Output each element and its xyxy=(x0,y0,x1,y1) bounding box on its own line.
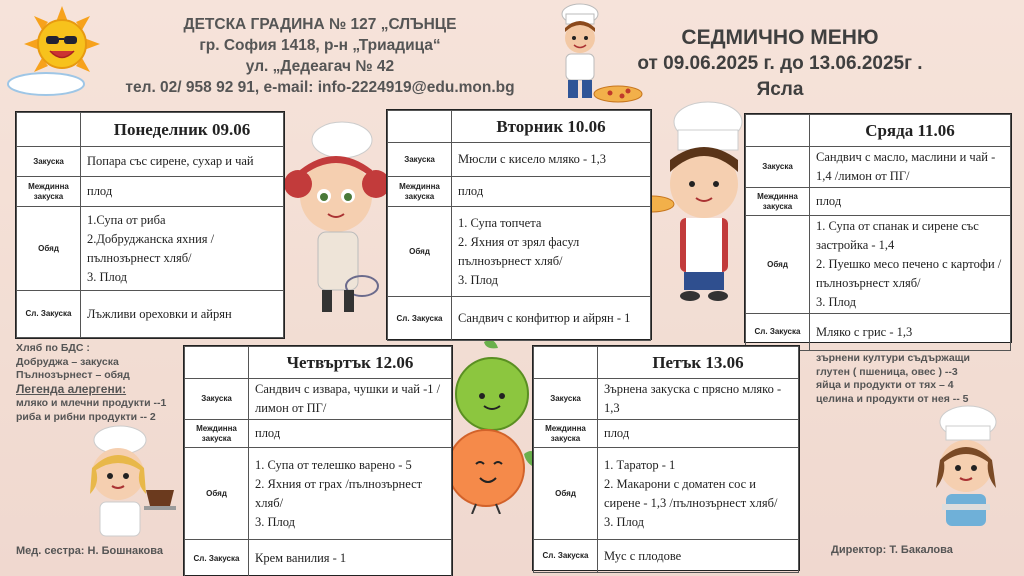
day-card-tuesday xyxy=(386,109,652,340)
menu-title: СЕДМИЧНО МЕНЮ xyxy=(681,26,879,49)
lunch-line: 2. Пуешко месо печено с картофи /пълнозърнест хляб/ xyxy=(816,257,1002,290)
row-label-lunch: Обяд xyxy=(17,207,81,291)
lunch-line: 3. Плод xyxy=(604,514,645,529)
chef-girl-cake-illustration xyxy=(76,424,180,544)
allergen-note: яйца и продукти от тях – 4 xyxy=(816,379,954,391)
snack-value: плод xyxy=(810,188,1011,216)
row-label-afternoon: Сл. Закуска xyxy=(17,291,81,338)
lunch-line: 1. Супа топчета xyxy=(458,215,542,230)
apple-orange-illustration xyxy=(446,336,540,514)
menu-period: от 09.06.2025 г. до 13.06.2025г . xyxy=(637,53,923,74)
breakfast-value: Попара със сирене, сухар и чай xyxy=(81,147,284,177)
breakfast-value: Сандвич с масло, маслини и чай - 1,4 /лимон от ПГ/ xyxy=(810,147,1011,188)
lunch-line: 3. Плод xyxy=(87,269,128,284)
day-card-thursday xyxy=(183,345,453,576)
row-label-afternoon: Сл. Закуска xyxy=(746,314,810,351)
row-label-lunch: Обяд xyxy=(185,448,249,540)
kindergarten-contacts: тел. 02/ 958 92 91, e-mail: info-2224919@edu.mon.bg xyxy=(125,79,515,96)
allergen-note: мляко и млечни продукти --1 xyxy=(16,397,167,409)
row-label-snack: Междинна закуска xyxy=(534,420,598,448)
kindergarten-name: ДЕТСКА ГРАДИНА № 127 „СЛЪНЦЕ xyxy=(183,16,457,33)
allergen-note: риба и рибни продукти -- 2 xyxy=(16,410,156,423)
lunch-line: 3. Плод xyxy=(816,295,857,309)
row-label-afternoon: Сл. Закуска xyxy=(185,540,249,576)
row-label-breakfast: Закуска xyxy=(746,147,810,188)
allergen-legend-title: Легенда алергени: xyxy=(16,381,127,396)
row-label-afternoon: Сл. Закуска xyxy=(388,297,452,341)
allergen-notes-right xyxy=(816,352,1016,406)
breakfast-value: Сандвич с извара, чушки и чай -1 /лимон от ПГ/ xyxy=(249,379,452,420)
snack-value: плод xyxy=(249,420,452,448)
lunch-line: 3. Плод xyxy=(255,514,296,529)
lunch-line: 2. Яхния от грах /пълнозърнест хляб/ xyxy=(255,476,423,510)
row-label-snack: Междинна закуска xyxy=(388,177,452,207)
lunch-line: 1.Супа от риба xyxy=(87,212,166,227)
afternoon-value: Лъжливи ореховки и айрян xyxy=(81,291,284,338)
breakfast-value: Мюсли с кисело мляко - 1,3 xyxy=(452,143,651,177)
nurse-signature: Мед. сестра: Н. Бошнакова xyxy=(16,545,163,557)
lunch-line: 1. Таратор - 1 xyxy=(604,457,676,472)
sun-illustration xyxy=(6,4,118,96)
row-label-snack: Междинна закуска xyxy=(17,177,81,207)
allergen-note: целина и продукти от нея -- 5 xyxy=(816,392,969,405)
snack-value: плод xyxy=(452,177,651,207)
day-title: Вторник 10.06 xyxy=(452,111,651,143)
row-label-afternoon: Сл. Закуска xyxy=(534,540,598,573)
afternoon-value: Сандвич с конфитюр и айрян - 1 xyxy=(452,297,651,341)
snack-value: плод xyxy=(81,177,284,207)
bread-and-allergen-notes xyxy=(16,342,186,424)
row-label-breakfast: Закуска xyxy=(17,147,81,177)
lunch-line: пълнозърнест хляб/ xyxy=(458,253,563,268)
lunch-line: 2. Яхния от зрял фасул xyxy=(458,234,580,249)
lunch-value xyxy=(452,207,651,297)
lunch-line: 3. Плод xyxy=(458,272,499,287)
lunch-value xyxy=(249,448,452,540)
row-label-lunch: Обяд xyxy=(534,448,598,540)
afternoon-value: Крем ванилия - 1 xyxy=(249,540,452,576)
day-title: Четвъртък 12.06 xyxy=(249,347,452,379)
bread-breakfast-note: Добруджа – закуска xyxy=(16,355,119,368)
day-card-friday xyxy=(532,345,800,571)
kindergarten-header xyxy=(110,14,530,98)
lunch-value xyxy=(81,207,284,291)
day-card-monday xyxy=(15,111,285,339)
lunch-line: 1. Супа от телешко варено - 5 xyxy=(255,457,412,472)
row-label-snack: Междинна закуска xyxy=(185,420,249,448)
day-card-wednesday xyxy=(744,113,1012,343)
row-label-lunch: Обяд xyxy=(388,207,452,297)
afternoon-value: Мус с плодове xyxy=(598,540,799,573)
afternoon-value: Мляко с грис - 1,3 xyxy=(810,314,1011,351)
lunch-line: 2.Добруджанска яхния /пълнозърнест хляб/ xyxy=(87,231,215,265)
day-title: Петък 13.06 xyxy=(598,347,799,379)
day-title: Понеделник 09.06 xyxy=(81,113,284,147)
lunch-value xyxy=(810,216,1011,314)
kindergarten-address: гр. София 1418, р-н „Триадица“ xyxy=(199,37,441,54)
chef-girl-cupcakes-illustration xyxy=(920,404,1010,534)
kindergarten-street: ул. „Дедеагач № 42 xyxy=(245,58,395,75)
breakfast-value: Зърнена закуска с прясно мляко - 1,3 xyxy=(598,379,799,420)
row-label-snack: Междинна закуска xyxy=(746,188,810,216)
row-label-breakfast: Закуска xyxy=(534,379,598,420)
day-title: Сряда 11.06 xyxy=(810,115,1011,147)
row-label-breakfast: Закуска xyxy=(185,379,249,420)
lunch-line: 1. Супа от спанак и сирене със застройка - 1,4 xyxy=(816,219,979,252)
menu-header xyxy=(600,24,960,103)
lunch-line: 2. Макарони с доматен сос и сирене - 1,3 /пълнозърнест хляб/ xyxy=(604,476,778,510)
row-label-breakfast: Закуска xyxy=(388,143,452,177)
snack-value: плод xyxy=(598,420,799,448)
row-label-lunch: Обяд xyxy=(746,216,810,314)
menu-group: Ясла xyxy=(756,79,804,100)
allergen-note: глутен ( пшеница, овес ) --3 xyxy=(816,365,958,378)
chef-girl-illustration xyxy=(284,118,390,324)
director-signature: Директор: Т. Бакалова xyxy=(831,544,953,556)
lunch-value xyxy=(598,448,799,540)
bread-standard-label: Хляб по БДС : xyxy=(16,342,90,354)
bread-lunch-note: Пълнозърнест – обяд xyxy=(16,369,130,381)
allergen-note: зърнени култури съдържащи xyxy=(816,352,970,364)
